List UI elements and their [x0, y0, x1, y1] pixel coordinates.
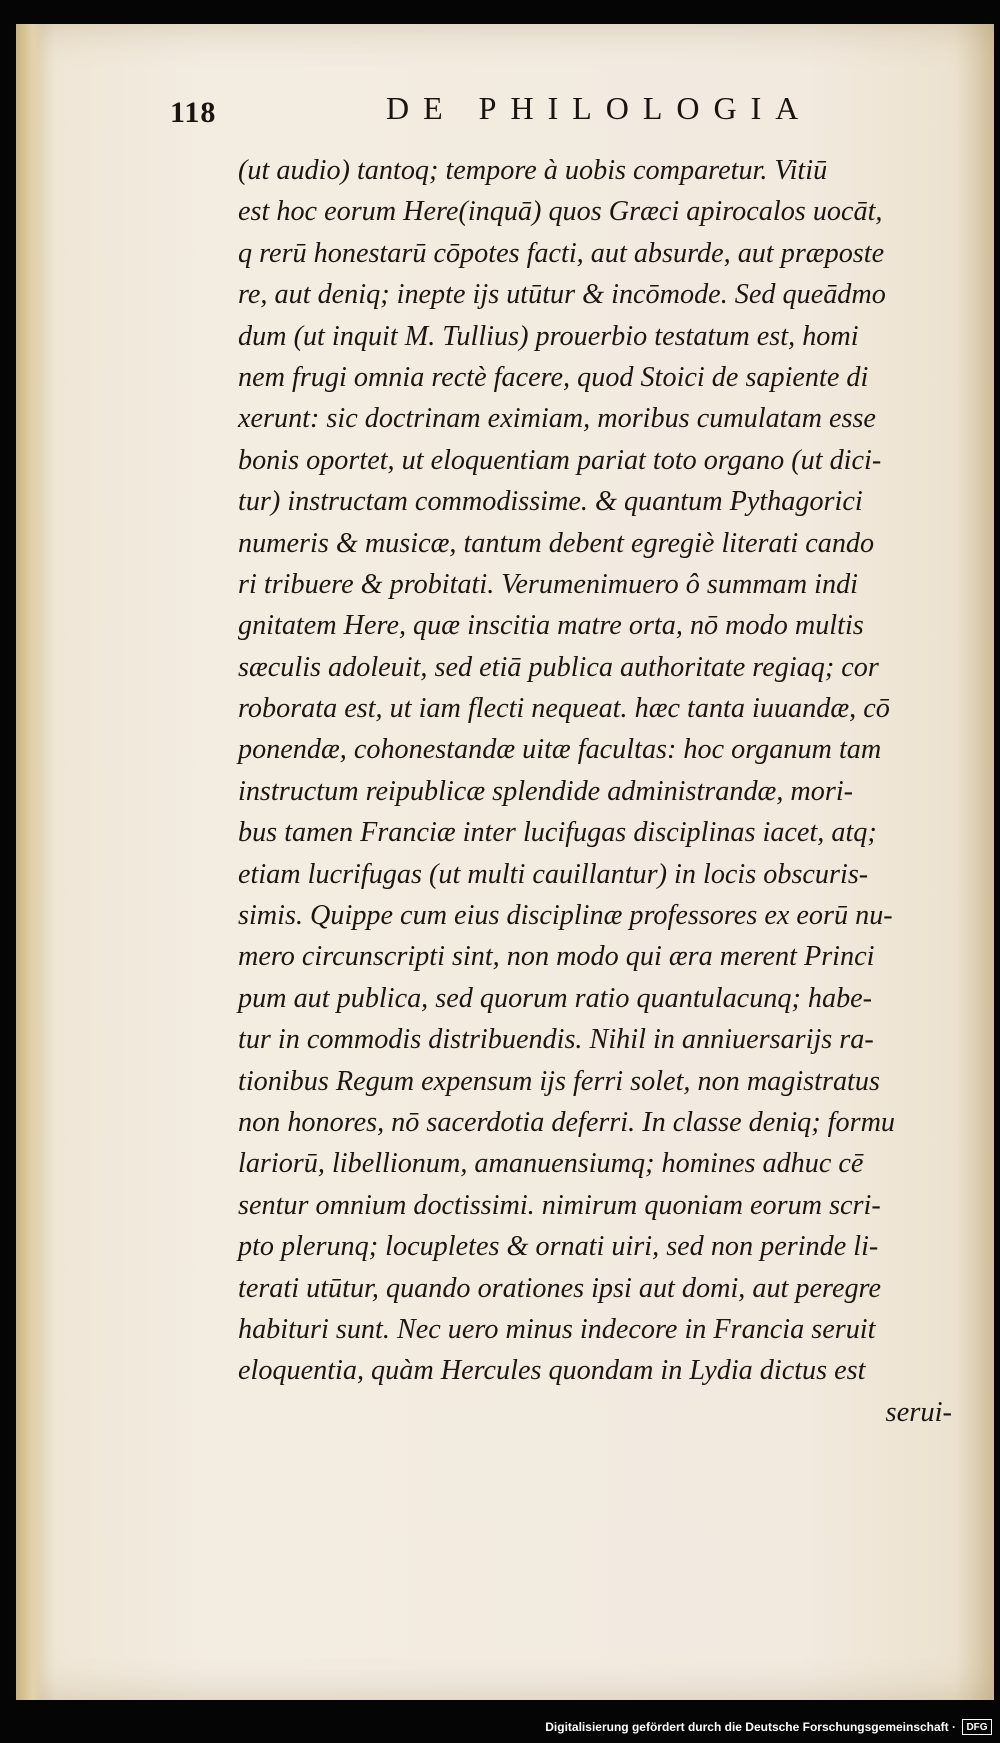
text-line: dum (ut inquit M. Tullius) prouerbio testatum est, homi [238, 320, 859, 352]
text-line: pum aut publica, sed quorum ratio quantulacunq; habe- [238, 982, 873, 1014]
text-line: q rerū honestarū cōpotes facti, aut absurde, aut præposte [238, 237, 885, 269]
page-gutter-edge [16, 24, 44, 1700]
text-line: nem frugi omnia rectè facere, quod Stoici de sapiente di [238, 361, 869, 393]
text-line: bonis oportet, ut eloquentiam pariat toto organo (ut dici- [238, 444, 882, 476]
text-line: eloquentia, quàm Hercules quondam in Lydia dictus est [238, 1355, 866, 1387]
text-line: numeris & musicæ, tantum debent egregiè literati cando [238, 527, 875, 559]
page-number: 118 [170, 96, 217, 129]
text-line: tionibus Regum expensum ijs ferri solet, non magistratus [238, 1065, 880, 1097]
text-line: (ut audio) tantoq; tempore à uobis comparetur. Vitiū [238, 155, 828, 186]
text-line: xerunt: sic doctrinam eximiam, moribus cumulatam esse [238, 403, 876, 435]
digitization-credit: Digitalisierung gefördert durch die Deutsche Forschungsgemeinschaft · [545, 1720, 956, 1734]
body-text-block [238, 150, 958, 1433]
text-line: simis. Quippe cum eius disciplinæ professores ex eorū nu- [238, 900, 893, 932]
text-line: ri tribuere & probitati. Verumenimuero ô summam indi [238, 568, 859, 600]
page-header [170, 90, 930, 140]
dfg-logo: DFG [962, 1719, 992, 1735]
text-line: pto plerunq; locupletes & ornati uiri, sed non perinde li- [238, 1231, 879, 1263]
text-line: mero circunscripti sint, non modo qui æra merent Princi [238, 941, 875, 973]
text-line: sentur omnium doctissimi. nimirum quoniam eorum scri- [238, 1189, 881, 1221]
text-line: est hoc eorum Here(inquā) quos Græci apirocalos uocāt, [238, 196, 883, 228]
text-line: sæculis adoleuit, sed etiā publica authoritate regiaq; cor [238, 651, 879, 683]
catchword: serui- [885, 1396, 952, 1428]
text-line: habituri sunt. Nec uero minus indecore in Francia seruit [238, 1313, 876, 1345]
text-line: roborata est, ut iam flecti nequeat. hæc tanta iuuandæ, cō [238, 693, 890, 725]
text-line: tur) instructam commodissime. & quantum Pythagorici [238, 486, 863, 518]
text-line: etiam lucrifugas (ut multi cauillantur) in locis obscuris- [238, 858, 869, 890]
text-line: terati utūtur, quando orationes ipsi aut domi, aut peregre [238, 1272, 881, 1304]
text-line: bus tamen Franciæ inter lucifugas disciplinas iacet, atq; [238, 817, 877, 849]
text-line: non honores, nō sacerdotia deferri. In classe deniq; formu [238, 1106, 896, 1138]
text-line: ponendæ, cohonestandæ uitæ facultas: hoc organum tam [238, 734, 882, 766]
running-head: DE PHILOLOGIA [386, 90, 813, 126]
text-line: gnitatem Here, quæ inscitia matre orta, nō modo multis [238, 610, 864, 642]
text-line: lariorū, libellionum, amanuensiumq; homines adhuc cē [238, 1148, 864, 1180]
text-line: tur in commodis distribuendis. Nihil in anniuersarijs ra- [238, 1024, 874, 1056]
text-line: instructum reipublicæ splendide administrandæ, mori- [238, 775, 854, 807]
text-line: re, aut deniq; inepte ijs utūtur & incōmode. Sed queādmo [238, 279, 886, 311]
